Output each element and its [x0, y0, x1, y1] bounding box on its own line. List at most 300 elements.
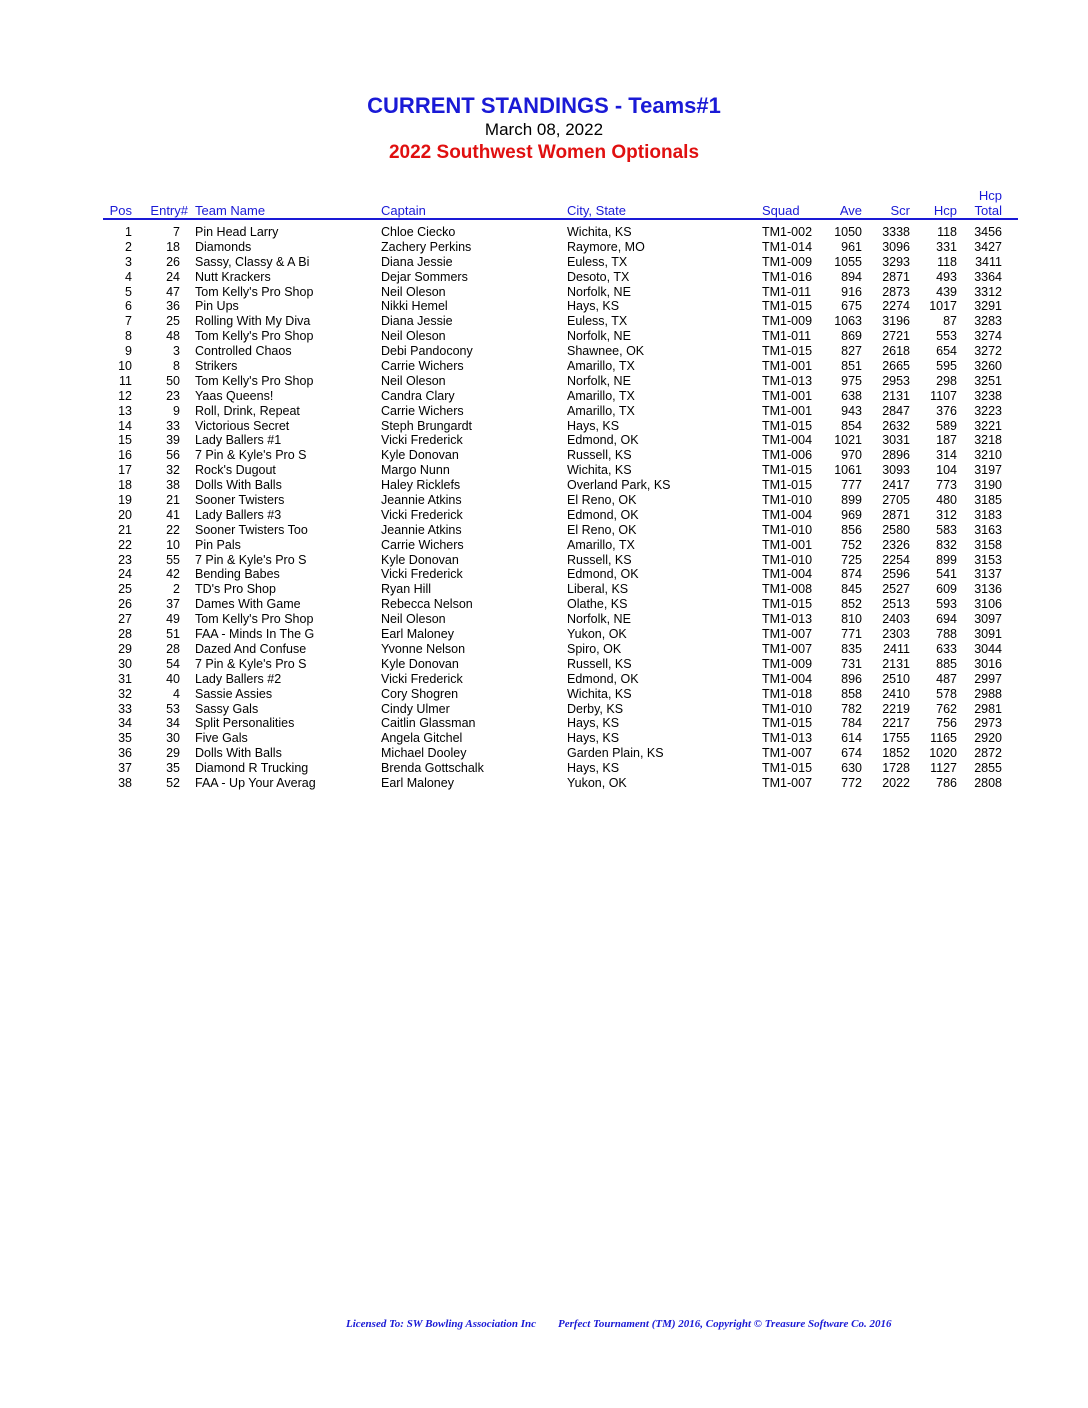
cell-squad: TM1-008: [762, 582, 813, 597]
cell-pos: 30: [118, 656, 132, 671]
cell-total: 3153: [974, 552, 1002, 567]
cell-team: Yaas Queens!: [195, 388, 274, 403]
tournament-name: 2022 Southwest Women Optionals: [388, 142, 700, 163]
cell-total: 3106: [974, 597, 1002, 612]
cell-team: Lady Ballers #1: [195, 433, 282, 448]
cell-hcp: 104: [936, 463, 957, 478]
cell-total: 3223: [974, 403, 1002, 418]
cell-ave: 1063: [834, 314, 862, 329]
cell-total: 3044: [974, 641, 1002, 656]
cell-city: Norfolk, NE: [567, 612, 631, 627]
cell-squad: TM1-015: [762, 344, 813, 359]
cell-team: Tom Kelly's Pro Shop: [195, 284, 314, 299]
table-row: [0, 344, 1088, 359]
cell-captain: Zachery Perkins: [381, 239, 472, 254]
cell-total: 2872: [974, 746, 1002, 761]
cell-captain: Neil Oleson: [381, 612, 446, 627]
cell-entry: 9: [173, 403, 180, 418]
cell-hcp: 312: [936, 507, 957, 522]
table-row: [0, 404, 1088, 419]
cell-team: FAA - Minds In The G: [195, 627, 315, 642]
cell-captain: Caitlin Glassman: [381, 716, 476, 731]
cell-pos: 34: [118, 716, 132, 731]
cell-total: 3291: [974, 299, 1002, 314]
cell-team: Bending Babes: [195, 567, 280, 582]
cell-city: Wichita, KS: [567, 463, 632, 478]
cell-captain: Earl Maloney: [381, 627, 454, 642]
cell-pos: 10: [118, 359, 132, 374]
cell-entry: 18: [166, 239, 180, 254]
cell-scr: 2871: [882, 507, 910, 522]
cell-total: 3016: [974, 656, 1002, 671]
cell-captain: Kyle Donovan: [381, 656, 459, 671]
cell-entry: 29: [166, 746, 180, 761]
table-row: [0, 642, 1088, 657]
cell-scr: 2580: [882, 522, 910, 537]
cell-hcp: 1165: [930, 731, 957, 746]
cell-team: Pin Ups: [195, 299, 239, 314]
cell-city: Amarillo, TX: [567, 403, 635, 418]
cell-total: 3185: [974, 493, 1002, 508]
cell-entry: 32: [166, 463, 180, 478]
cell-ave: 782: [841, 701, 862, 716]
cell-squad: TM1-007: [762, 746, 813, 761]
cell-hcp: 633: [936, 641, 957, 656]
cell-ave: 894: [841, 269, 862, 284]
col-header-ave: Ave: [839, 203, 862, 218]
cell-scr: 2721: [882, 329, 910, 344]
cell-entry: 38: [166, 478, 180, 493]
cell-team: Pin Pals: [195, 537, 241, 552]
cell-team: Rolling With My Diva: [195, 314, 311, 329]
cell-total: 3456: [974, 225, 1002, 239]
col-header-city: City, State: [567, 203, 627, 218]
cell-ave: 851: [841, 359, 862, 374]
cell-hcp: 773: [936, 478, 957, 493]
cell-hcp: 87: [943, 314, 957, 329]
cell-total: 3312: [974, 284, 1002, 299]
cell-captain: Jeannie Atkins: [381, 493, 462, 508]
cell-pos: 29: [118, 641, 132, 656]
cell-total: 2808: [974, 775, 1002, 790]
cell-team: Dolls With Balls: [195, 746, 282, 761]
cell-team: 7 Pin & Kyle's Pro S: [195, 448, 307, 463]
cell-total: 3197: [974, 463, 1002, 478]
cell-hcp: 885: [936, 656, 957, 671]
cell-captain: Steph Brungardt: [381, 418, 473, 433]
cell-pos: 13: [118, 403, 132, 418]
cell-entry: 24: [166, 269, 180, 284]
cell-hcp: 786: [936, 775, 957, 790]
cell-ave: 777: [841, 478, 862, 493]
cell-captain: Cindy Ulmer: [381, 701, 450, 716]
cell-city: Russell, KS: [567, 656, 632, 671]
cell-entry: 50: [166, 373, 180, 388]
cell-total: 2920: [974, 731, 1002, 746]
cell-entry: 28: [166, 641, 180, 656]
table-row: [0, 582, 1088, 597]
cell-team: Sassy, Classy & A Bi: [195, 254, 310, 269]
cell-squad: TM1-014: [762, 239, 813, 254]
cell-squad: TM1-001: [762, 359, 813, 374]
cell-entry: 2: [173, 582, 180, 597]
cell-city: Hays, KS: [567, 716, 620, 731]
cell-pos: 26: [118, 597, 132, 612]
cell-ave: 874: [841, 567, 862, 582]
cell-scr: 2871: [882, 269, 910, 284]
cell-entry: 23: [166, 388, 180, 403]
cell-squad: TM1-013: [762, 373, 813, 388]
cell-squad: TM1-009: [762, 314, 813, 329]
cell-hcp: 788: [936, 627, 957, 642]
cell-ave: 752: [841, 537, 862, 552]
cell-captain: Neil Oleson: [381, 284, 446, 299]
table-row: [0, 553, 1088, 568]
report-date: March 08, 2022: [484, 120, 604, 139]
cell-pos: 37: [118, 761, 132, 776]
license-text: Licensed To: SW Bowling Association Inc: [346, 1318, 536, 1330]
cell-scr: 2217: [882, 716, 910, 731]
cell-total: 3238: [974, 388, 1002, 403]
cell-team: 7 Pin & Kyle's Pro S: [195, 552, 307, 567]
cell-pos: 3: [125, 254, 132, 269]
cell-scr: 2022: [882, 775, 910, 790]
cell-city: Wichita, KS: [567, 686, 632, 701]
cell-hcp: 376: [936, 403, 957, 418]
cell-squad: TM1-004: [762, 567, 813, 582]
cell-scr: 2254: [882, 552, 910, 567]
cell-total: 3260: [974, 359, 1002, 374]
cell-captain: Dejar Sommers: [381, 269, 468, 284]
cell-squad: TM1-015: [762, 597, 813, 612]
cell-scr: 3093: [882, 463, 910, 478]
cell-team: 7 Pin & Kyle's Pro S: [195, 656, 307, 671]
cell-city: Euless, TX: [567, 254, 628, 269]
cell-captain: Carrie Wichers: [381, 403, 464, 418]
cell-entry: 8: [173, 359, 180, 374]
cell-city: Norfolk, NE: [567, 373, 631, 388]
cell-total: 2997: [974, 671, 1002, 686]
cell-ave: 725: [841, 552, 862, 567]
cell-scr: 3096: [882, 239, 910, 254]
col-header-captain: Captain: [381, 203, 426, 218]
cell-scr: 3338: [882, 225, 910, 239]
table-row: [0, 389, 1088, 404]
cell-ave: 858: [841, 686, 862, 701]
cell-scr: 2596: [882, 567, 910, 582]
cell-squad: TM1-011: [762, 284, 812, 299]
cell-scr: 2131: [882, 388, 910, 403]
cell-entry: 36: [166, 299, 180, 314]
cell-entry: 7: [173, 225, 180, 239]
cell-pos: 38: [118, 775, 132, 790]
cell-captain: Nikki Hemel: [381, 299, 448, 314]
cell-hcp: 595: [936, 359, 957, 374]
cell-total: 3190: [974, 478, 1002, 493]
cell-pos: 5: [125, 284, 132, 299]
standings-table: [0, 225, 1088, 791]
cell-scr: 2618: [882, 344, 910, 359]
cell-ave: 961: [841, 239, 862, 254]
cell-squad: TM1-010: [762, 522, 813, 537]
table-row: [0, 255, 1088, 270]
cell-team: TD's Pro Shop: [195, 582, 276, 597]
cell-hcp: 187: [936, 433, 957, 448]
cell-captain: Vicki Frederick: [381, 671, 463, 686]
cell-captain: Diana Jessie: [381, 254, 453, 269]
cell-entry: 10: [166, 537, 180, 552]
cell-ave: 856: [841, 522, 862, 537]
cell-total: 3251: [974, 373, 1002, 388]
table-row: [0, 299, 1088, 314]
cell-hcp: 1017: [929, 299, 957, 314]
cell-pos: 19: [118, 493, 132, 508]
cell-city: Edmond, OK: [567, 507, 639, 522]
cell-total: 3364: [974, 269, 1002, 284]
cell-captain: Cory Shogren: [381, 686, 459, 701]
cell-scr: 2417: [882, 478, 910, 493]
cell-squad: TM1-001: [762, 388, 813, 403]
cell-total: 3183: [974, 507, 1002, 522]
cell-scr: 2896: [882, 448, 910, 463]
cell-pos: 21: [118, 522, 132, 537]
cell-hcp: 480: [936, 493, 957, 508]
cell-captain: Chloe Ciecko: [381, 225, 456, 239]
cell-pos: 14: [118, 418, 132, 433]
cell-squad: TM1-004: [762, 671, 813, 686]
cell-scr: 2411: [883, 641, 910, 656]
cell-team: Sooner Twisters Too: [195, 522, 308, 537]
cell-hcp: 541: [936, 567, 957, 582]
cell-scr: 2510: [882, 671, 910, 686]
cell-pos: 27: [118, 612, 132, 627]
table-row: [0, 225, 1088, 240]
cell-total: 2855: [974, 761, 1002, 776]
cell-ave: 614: [841, 731, 862, 746]
cell-squad: TM1-011: [762, 329, 812, 344]
cell-hcp: 578: [936, 686, 957, 701]
cell-city: Russell, KS: [567, 448, 632, 463]
cell-pos: 20: [118, 507, 132, 522]
cell-squad: TM1-013: [762, 612, 813, 627]
cell-pos: 1: [125, 225, 132, 239]
cell-scr: 3031: [882, 433, 910, 448]
cell-hcp: 553: [936, 329, 957, 344]
cell-city: Wichita, KS: [567, 225, 632, 239]
cell-pos: 32: [118, 686, 132, 701]
cell-pos: 6: [125, 299, 132, 314]
table-row: [0, 433, 1088, 448]
cell-team: Dames With Game: [195, 597, 301, 612]
cell-entry: 51: [166, 627, 180, 642]
cell-entry: 54: [166, 656, 180, 671]
cell-total: 3272: [974, 344, 1002, 359]
cell-pos: 4: [125, 269, 132, 284]
table-row: [0, 612, 1088, 627]
cell-team: Tom Kelly's Pro Shop: [195, 373, 314, 388]
cell-team: Nutt Krackers: [195, 269, 271, 284]
cell-total: 3137: [974, 567, 1002, 582]
cell-entry: 40: [166, 671, 180, 686]
col-header-scr: Scr: [890, 203, 910, 218]
cell-city: Euless, TX: [567, 314, 628, 329]
cell-captain: Kyle Donovan: [381, 448, 459, 463]
table-row: [0, 329, 1088, 344]
table-row: [0, 776, 1088, 791]
cell-total: 3427: [974, 239, 1002, 254]
cell-scr: 2953: [882, 373, 910, 388]
cell-captain: Michael Dooley: [381, 746, 467, 761]
cell-squad: TM1-002: [762, 225, 813, 239]
cell-team: Victorious Secret: [195, 418, 290, 433]
cell-team: Sassie Assies: [195, 686, 273, 701]
cell-city: Garden Plain, KS: [567, 746, 664, 761]
cell-captain: Earl Maloney: [381, 775, 454, 790]
cell-entry: 30: [166, 731, 180, 746]
cell-team: Sooner Twisters: [195, 493, 285, 508]
copyright-text: Perfect Tournament (TM) 2016, Copyright © Treasure Software Co. 2016: [558, 1318, 892, 1330]
cell-ave: 896: [841, 671, 862, 686]
table-row: [0, 731, 1088, 746]
cell-city: Shawnee, OK: [567, 344, 645, 359]
col-header-hcp: Hcp: [933, 203, 957, 218]
cell-ave: 674: [841, 746, 862, 761]
cell-scr: 2665: [882, 359, 910, 374]
cell-city: Hays, KS: [567, 299, 620, 314]
cell-city: Hays, KS: [567, 761, 620, 776]
cell-captain: Carrie Wichers: [381, 359, 464, 374]
cell-captain: Rebecca Nelson: [381, 597, 473, 612]
cell-pos: 9: [125, 344, 132, 359]
cell-scr: 2326: [882, 537, 910, 552]
cell-squad: TM1-016: [762, 269, 813, 284]
cell-ave: 969: [841, 507, 862, 522]
cell-entry: 52: [166, 775, 180, 790]
cell-team: Tom Kelly's Pro Shop: [195, 329, 314, 344]
cell-total: 3158: [974, 537, 1002, 552]
table-row: [0, 270, 1088, 285]
table-row: [0, 419, 1088, 434]
table-row: [0, 597, 1088, 612]
cell-city: Hays, KS: [567, 418, 620, 433]
cell-scr: 1755: [882, 731, 910, 746]
cell-team: Strikers: [195, 359, 238, 374]
cell-captain: Haley Ricklefs: [381, 478, 461, 493]
cell-ave: 784: [841, 716, 862, 731]
cell-entry: 42: [166, 567, 180, 582]
cell-ave: 630: [841, 761, 862, 776]
cell-hcp: 583: [936, 522, 957, 537]
cell-squad: TM1-015: [762, 299, 813, 314]
cell-entry: 25: [166, 314, 180, 329]
cell-scr: 2403: [882, 612, 910, 627]
cell-squad: TM1-001: [762, 537, 813, 552]
cell-city: Liberal, KS: [567, 582, 629, 597]
cell-city: Edmond, OK: [567, 433, 639, 448]
cell-ave: 869: [841, 329, 862, 344]
table-row: [0, 478, 1088, 493]
cell-team: Lady Ballers #2: [195, 671, 282, 686]
cell-total: 3411: [975, 254, 1002, 269]
cell-city: Amarillo, TX: [567, 537, 635, 552]
cell-ave: 970: [841, 448, 862, 463]
cell-captain: Margo Nunn: [381, 463, 450, 478]
table-row: [0, 761, 1088, 776]
cell-total: 3163: [974, 522, 1002, 537]
cell-hcp: 589: [936, 418, 957, 433]
cell-pos: 7: [125, 314, 132, 329]
cell-hcp: 899: [936, 552, 957, 567]
cell-pos: 24: [118, 567, 132, 582]
cell-ave: 827: [841, 344, 862, 359]
footer: [346, 1318, 913, 1330]
cell-hcp: 439: [936, 284, 957, 299]
cell-total: 2981: [974, 701, 1002, 716]
cell-total: 3283: [974, 314, 1002, 329]
cell-ave: 1055: [834, 254, 862, 269]
cell-hcp: 1020: [929, 746, 957, 761]
cell-total: 3221: [974, 418, 1002, 433]
cell-city: Spiro, OK: [567, 641, 622, 656]
cell-squad: TM1-013: [762, 731, 813, 746]
table-row: [0, 538, 1088, 553]
cell-scr: 2873: [882, 284, 910, 299]
cell-entry: 41: [166, 507, 180, 522]
table-row: [0, 359, 1088, 374]
cell-team: Split Personalities: [195, 716, 295, 731]
cell-city: Desoto, TX: [567, 269, 630, 284]
cell-city: Yukon, OK: [567, 627, 627, 642]
cell-ave: 852: [841, 597, 862, 612]
cell-squad: TM1-009: [762, 656, 813, 671]
cell-pos: 28: [118, 627, 132, 642]
cell-pos: 25: [118, 582, 132, 597]
cell-captain: Jeannie Atkins: [381, 522, 462, 537]
cell-city: Russell, KS: [567, 552, 632, 567]
header-divider: [103, 218, 1018, 220]
cell-scr: 2410: [882, 686, 910, 701]
cell-team: Dolls With Balls: [195, 478, 282, 493]
table-row: [0, 567, 1088, 582]
table-row: [0, 702, 1088, 717]
cell-total: 3091: [974, 627, 1002, 642]
cell-entry: 26: [166, 254, 180, 269]
cell-squad: TM1-015: [762, 463, 813, 478]
cell-ave: 731: [841, 656, 862, 671]
cell-captain: Brenda Gottschalk: [381, 761, 484, 776]
cell-hcp: 762: [936, 701, 957, 716]
cell-team: Sassy Gals: [195, 701, 259, 716]
cell-entry: 56: [166, 448, 180, 463]
cell-scr: 2847: [882, 403, 910, 418]
cell-ave: 916: [841, 284, 862, 299]
cell-city: Amarillo, TX: [567, 388, 635, 403]
col-header-pos: Pos: [109, 203, 132, 218]
cell-hcp: 487: [936, 671, 957, 686]
cell-ave: 854: [841, 418, 862, 433]
cell-team: FAA - Up Your Averag: [195, 775, 316, 790]
cell-squad: TM1-004: [762, 433, 813, 448]
cell-pos: 17: [118, 463, 132, 478]
cell-city: Norfolk, NE: [567, 284, 631, 299]
cell-city: Edmond, OK: [567, 567, 639, 582]
cell-captain: Vicki Frederick: [381, 507, 463, 522]
table-row: [0, 448, 1088, 463]
cell-pos: 36: [118, 746, 132, 761]
table-row: [0, 374, 1088, 389]
cell-entry: 4: [173, 686, 180, 701]
cell-city: Olathe, KS: [567, 597, 628, 612]
